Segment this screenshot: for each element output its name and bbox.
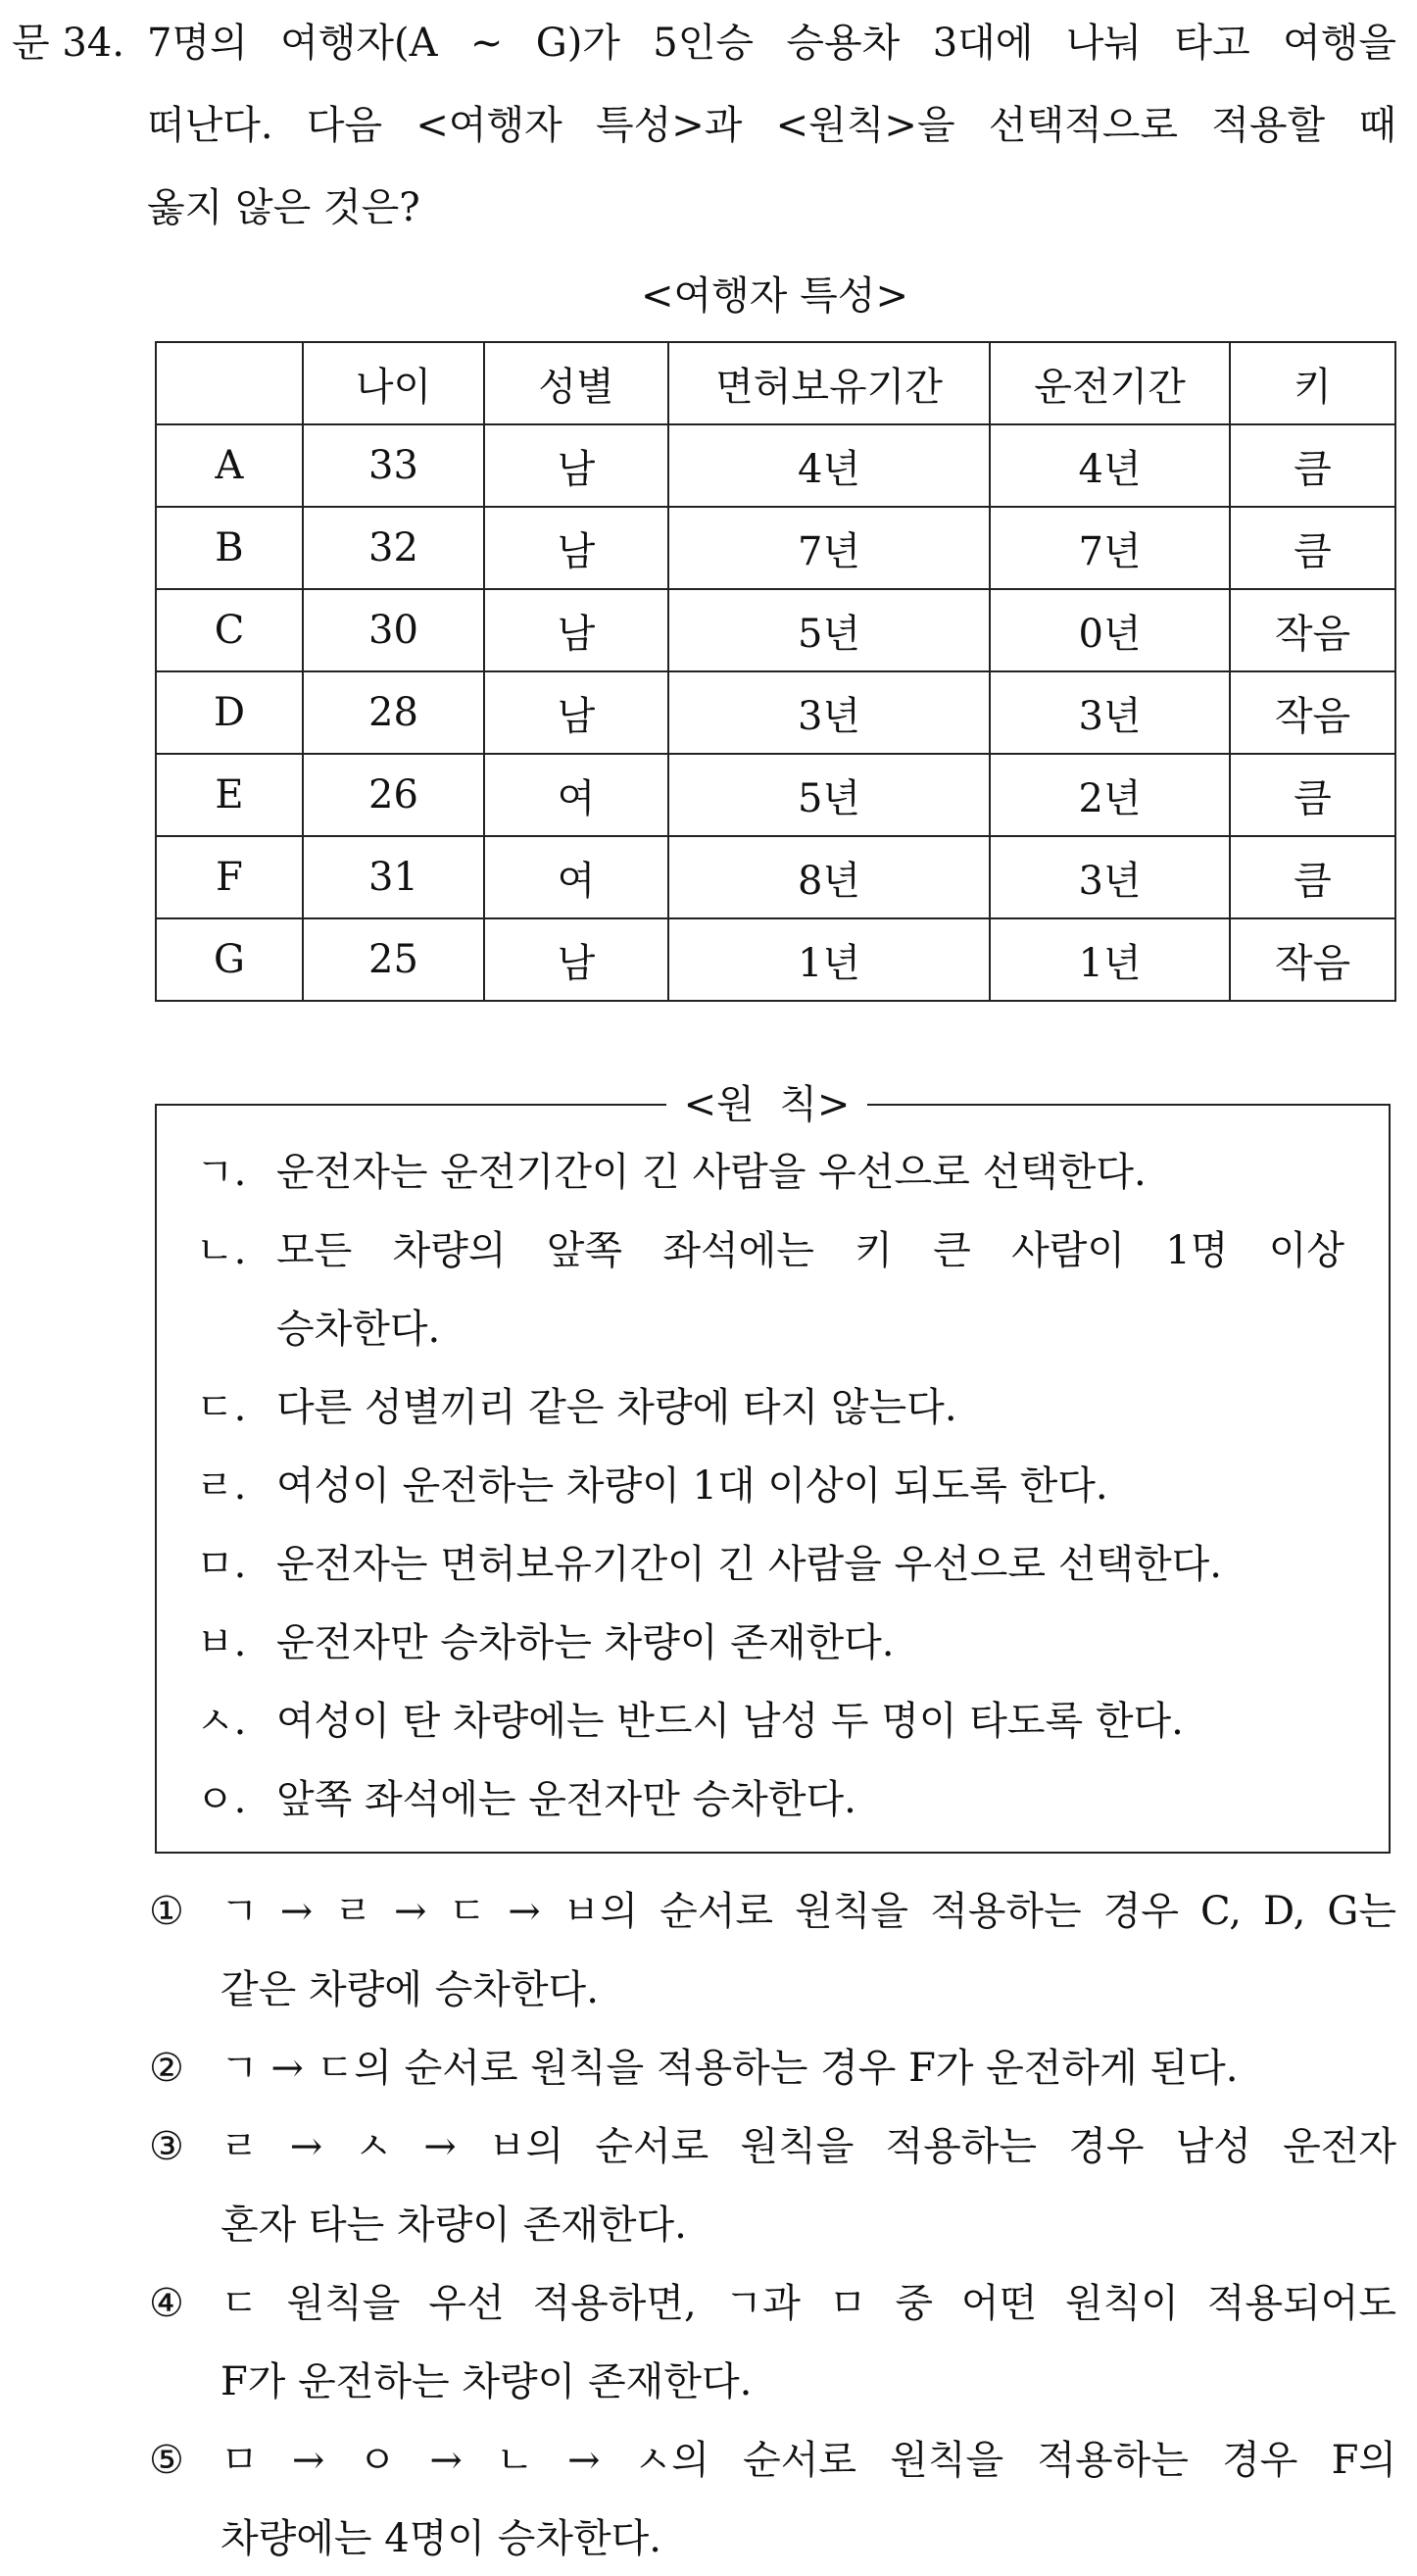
option-5-mark[interactable]: ⑤ — [149, 2438, 184, 2483]
principle-mark: ㅅ. — [196, 1699, 247, 1744]
option-1-mark[interactable]: ① — [149, 1889, 184, 1934]
cell-traveler: D — [156, 671, 303, 754]
table-header-row — [156, 342, 1395, 424]
option-4-text: ㄷ 원칙을 우선 적용하면, ㄱ과 ㅁ 중 어떤 원칙이 적용되어도 — [220, 2281, 1396, 2326]
header-cell-blank — [156, 342, 303, 424]
option-5-text: ㅁ → ㅇ → ㄴ → ㅅ의 순서로 원칙을 적용하는 경우 F의 — [220, 2438, 1396, 2483]
cell-gender: 남 — [484, 507, 668, 589]
traveler-traits-table — [155, 341, 1396, 1002]
option-1-text: ㄱ → ㄹ → ㄷ → ㅂ의 순서로 원칙을 적용하는 경우 C, D, G는 — [220, 1889, 1396, 1934]
cell-height: 큼 — [1230, 754, 1395, 836]
question-text-line-1: 7명의 여행자(A ~ G)가 5인승 승용차 3대에 나눠 타고 여행을 — [147, 21, 1396, 66]
cell-license-period: 3년 — [668, 671, 990, 754]
table-row — [156, 671, 1395, 754]
cell-traveler: B — [156, 507, 303, 589]
table-row — [156, 424, 1395, 507]
option-3-text: ㄹ → ㅅ → ㅂ의 순서로 원칙을 적용하는 경우 남성 운전자 — [220, 2124, 1396, 2169]
principle-mark: ㄴ. — [196, 1228, 247, 1273]
principle-mark: ㅂ. — [196, 1620, 247, 1665]
cell-gender: 여 — [484, 836, 668, 918]
principle-text: 여성이 운전하는 차량이 1대 이상이 되도록 한다. — [276, 1463, 1108, 1509]
cell-driving-period: 3년 — [990, 671, 1230, 754]
cell-height: 작음 — [1230, 918, 1395, 1001]
header-cell-height: 키 — [1230, 342, 1395, 424]
cell-gender: 남 — [484, 424, 668, 507]
cell-driving-period: 0년 — [990, 589, 1230, 671]
table-title: <여행자 특성> — [641, 273, 908, 319]
principle-text-continued: 승차한다. — [276, 1307, 441, 1352]
cell-height: 작음 — [1230, 671, 1395, 754]
cell-driving-period: 1년 — [990, 918, 1230, 1001]
cell-license-period: 8년 — [668, 836, 990, 918]
principle-text: 모든 차량의 앞쪽 좌석에는 키 큰 사람이 1명 이상 — [276, 1228, 1344, 1273]
table-row — [156, 589, 1395, 671]
option-3-text-continued: 혼자 타는 차량이 존재한다. — [220, 2203, 687, 2248]
cell-height: 큼 — [1230, 836, 1395, 918]
header-cell-age: 나이 — [303, 342, 484, 424]
table-row — [156, 507, 1395, 589]
cell-age: 31 — [303, 836, 484, 918]
cell-driving-period: 3년 — [990, 836, 1230, 918]
question-text-line-2: 떠난다. 다음 <여행자 특성>과 <원칙>을 선택적으로 적용할 때 — [147, 103, 1396, 148]
cell-age: 32 — [303, 507, 484, 589]
cell-gender: 여 — [484, 754, 668, 836]
option-2-mark[interactable]: ② — [149, 2046, 184, 2091]
cell-height: 큼 — [1230, 424, 1395, 507]
cell-age: 30 — [303, 589, 484, 671]
principle-text: 다른 성별끼리 같은 차량에 타지 않는다. — [276, 1385, 957, 1430]
principle-mark: ㅁ. — [196, 1542, 247, 1587]
principle-text: 운전자는 면허보유기간이 긴 사람을 우선으로 선택한다. — [276, 1542, 1223, 1587]
question-number: 문 34. — [12, 21, 124, 66]
table-row — [156, 836, 1395, 918]
table-row — [156, 918, 1395, 1001]
cell-driving-period: 4년 — [990, 424, 1230, 507]
cell-license-period: 1년 — [668, 918, 990, 1001]
option-4-text-continued: F가 운전하는 차량이 존재한다. — [220, 2359, 753, 2404]
cell-gender: 남 — [484, 918, 668, 1001]
cell-driving-period: 7년 — [990, 507, 1230, 589]
cell-license-period: 5년 — [668, 589, 990, 671]
table-row — [156, 754, 1395, 836]
cell-traveler: E — [156, 754, 303, 836]
question-text-line-3: 옳지 않은 것은? — [147, 185, 420, 230]
principle-mark: ㄷ. — [196, 1385, 247, 1430]
principles-box-top-border-left — [155, 1104, 666, 1106]
cell-traveler: G — [156, 918, 303, 1001]
cell-traveler: C — [156, 589, 303, 671]
principle-mark: ㅇ. — [196, 1777, 247, 1822]
header-cell-driving-period: 운전기간 — [990, 342, 1230, 424]
cell-gender: 남 — [484, 671, 668, 754]
option-1-text-continued: 같은 차량에 승차한다. — [220, 1967, 599, 2012]
cell-license-period: 5년 — [668, 754, 990, 836]
option-5-text-continued: 차량에는 4명이 승차한다. — [220, 2516, 661, 2561]
cell-traveler: A — [156, 424, 303, 507]
principles-box-top-border-right — [867, 1104, 1391, 1106]
option-3-mark[interactable]: ③ — [149, 2124, 184, 2169]
principle-text: 운전자는 운전기간이 긴 사람을 우선으로 선택한다. — [276, 1150, 1147, 1195]
principle-mark: ㄹ. — [196, 1463, 247, 1509]
cell-height: 큼 — [1230, 507, 1395, 589]
principles-title: <원 칙> — [666, 1075, 867, 1134]
principle-text: 운전자만 승차하는 차량이 존재한다. — [276, 1620, 895, 1665]
header-cell-license-period: 면허보유기간 — [668, 342, 990, 424]
cell-age: 25 — [303, 918, 484, 1001]
principle-text: 앞쪽 좌석에는 운전자만 승차한다. — [276, 1777, 856, 1822]
cell-traveler: F — [156, 836, 303, 918]
option-4-mark[interactable]: ④ — [149, 2281, 184, 2326]
principle-text: 여성이 탄 차량에는 반드시 남성 두 명이 타도록 한다. — [276, 1699, 1184, 1744]
cell-gender: 남 — [484, 589, 668, 671]
cell-license-period: 7년 — [668, 507, 990, 589]
header-cell-gender: 성별 — [484, 342, 668, 424]
option-2-text: ㄱ → ㄷ의 순서로 원칙을 적용하는 경우 F가 운전하게 된다. — [220, 2046, 1239, 2091]
cell-license-period: 4년 — [668, 424, 990, 507]
cell-age: 33 — [303, 424, 484, 507]
cell-age: 26 — [303, 754, 484, 836]
cell-driving-period: 2년 — [990, 754, 1230, 836]
cell-height: 작음 — [1230, 589, 1395, 671]
cell-age: 28 — [303, 671, 484, 754]
principle-mark: ㄱ. — [196, 1150, 247, 1195]
